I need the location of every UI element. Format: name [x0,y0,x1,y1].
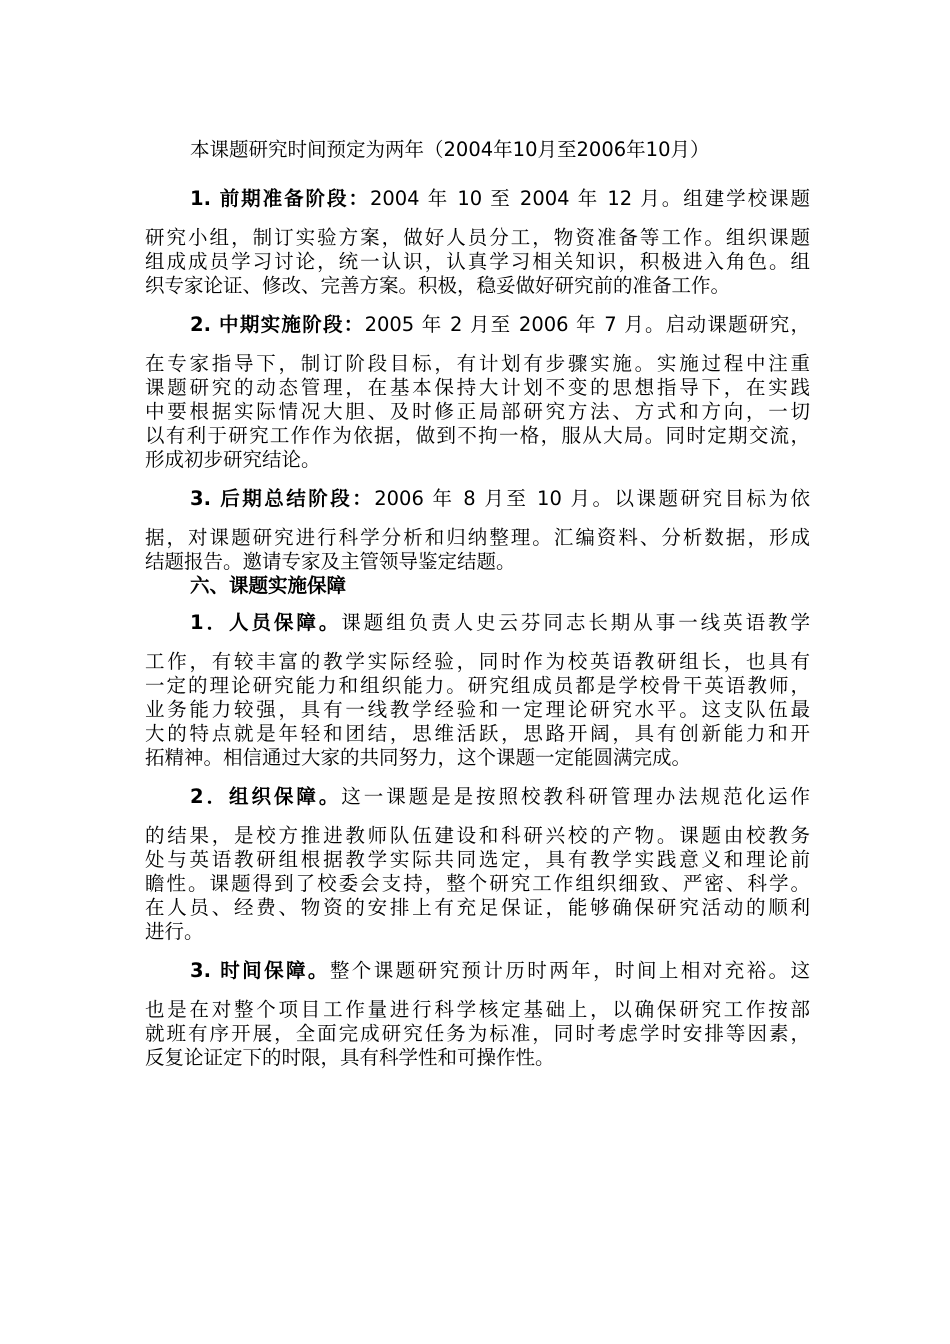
paragraph-line: 拓精神。相信通过大家的共同努力，这个课题一定能圆满完成。 [145,746,692,769]
paragraph-line: 大的特点就是年轻和团结，思维活跃，思路开阔，具有创新能力和开 [145,722,810,745]
section-title: 六、课题实施保障 [190,574,347,597]
intro-year-end: 2006 [576,138,627,161]
paragraph-line: 组成成员学习讨论，统一认识，认真学习相关知识，积极进入角色。组 [145,250,810,273]
intro-text: 月） [670,138,710,161]
paragraph-line: 课题研究的动态管理，在基本保持大计划不变的思想指导下，在实践 [145,376,810,399]
phase-1-first-line [190,187,810,211]
phase-1-heading: 1. 前期准备阶段： [190,187,370,210]
paragraph-line: 据，对课题研究进行科学分析和归纳整理。汇编资料、分析数据，形成 [145,526,810,549]
guarantee-2-heading: 2．组织保障。 [190,785,342,808]
intro-text: 年 [626,138,646,161]
intro-year-start: 2004 [443,138,494,161]
guarantee-3-first-line [190,959,810,983]
paragraph-line: 形成初步研究结论。 [145,448,321,471]
paragraph-line: 工作，有较丰富的教学实际经验，同时作为校英语教研组长，也具有 [145,650,810,673]
intro-text: 本课题研究时间预定为两年（ [190,138,444,161]
guarantee-2-first-line [190,785,810,809]
paragraph-line: 进行。 [145,920,204,943]
phase-2-text: 2005 年 2 月至 2006 年 7 月。启动课题研究， [364,313,810,336]
paragraph-line: 结题报告。邀请专家及主管领导鉴定结题。 [145,550,516,573]
paragraph-line: 的结果，是校方推进教师队伍建设和科研兴校的产物。课题由校教务 [145,824,810,847]
guarantee-1-text: 课题组负责人史云芬同志长期从事一线英语教学 [341,611,810,634]
paragraph-line: 也是在对整个项目工作量进行科学核定基础上，以确保研究工作按部 [145,998,810,1021]
paragraph-line: 处与英语教研组根据教学实际共同选定，具有教学实践意义和理论前 [145,848,810,871]
phase-1-text: 2004 年 10 至 2004 年 12 月。组建学校课题 [369,187,810,210]
guarantee-2-text: 这一课题是是按照校教科研管理办法规范化运作 [341,785,810,808]
paragraph-line: 反复论证定下的时限，具有科学性和可操作性。 [145,1046,555,1069]
phase-2-heading: 2. 中期实施阶段： [190,313,365,336]
paragraph-line: 业务能力较强，具有一线教学经验和一定理论研究水平。这支队伍最 [145,698,810,721]
paragraph-line: 瞻性。课题得到了校委会支持，整个研究工作组织细致、严密、科学。 [145,872,810,895]
paragraph-line: 以有利于研究工作作为依据，做到不拘一格，服从大局。同时定期交流， [145,424,810,447]
intro-line [190,138,710,162]
phase-3-first-line [190,487,810,511]
paragraph-line: 在专家指导下，制订阶段目标，有计划有步骤实施。实施过程中注重 [145,352,810,375]
guarantee-3-heading: 3. 时间保障。 [190,959,330,982]
phase-3-heading: 3. 后期总结阶段： [190,487,375,510]
phase-3-text: 2006 年 8 月至 10 月。以课题研究目标为依 [374,487,810,510]
phase-2-first-line [190,313,810,337]
intro-text: 月至 [537,138,577,161]
intro-text: 年 [493,138,513,161]
paragraph-line: 在人员、经费、物资的安排上有充足保证，能够确保研究活动的顺利 [145,896,810,919]
guarantee-1-first-line [190,611,810,635]
intro-month-start: 10 [512,138,538,161]
intro-month-end: 10 [645,138,671,161]
paragraph-line: 研究小组，制订实验方案，做好人员分工，物资准备等工作。组织课题 [145,226,810,249]
guarantee-1-heading: 1．人员保障。 [190,611,342,634]
guarantee-3-text: 整个课题研究预计历时两年，时间上相对充裕。这 [329,959,810,982]
paragraph-line: 中要根据实际情况大胆、及时修正局部研究方法、方式和方向，一切 [145,400,810,423]
paragraph-line: 一定的理论研究能力和组织能力。研究组成员都是学校骨干英语教师， [145,674,810,697]
paragraph-line: 织专家论证、修改、完善方案。积极，稳妥做好研究前的准备工作。 [145,274,731,297]
paragraph-line: 就班有序开展，全面完成研究任务为标准，同时考虑学时安排等因素， [145,1022,810,1045]
